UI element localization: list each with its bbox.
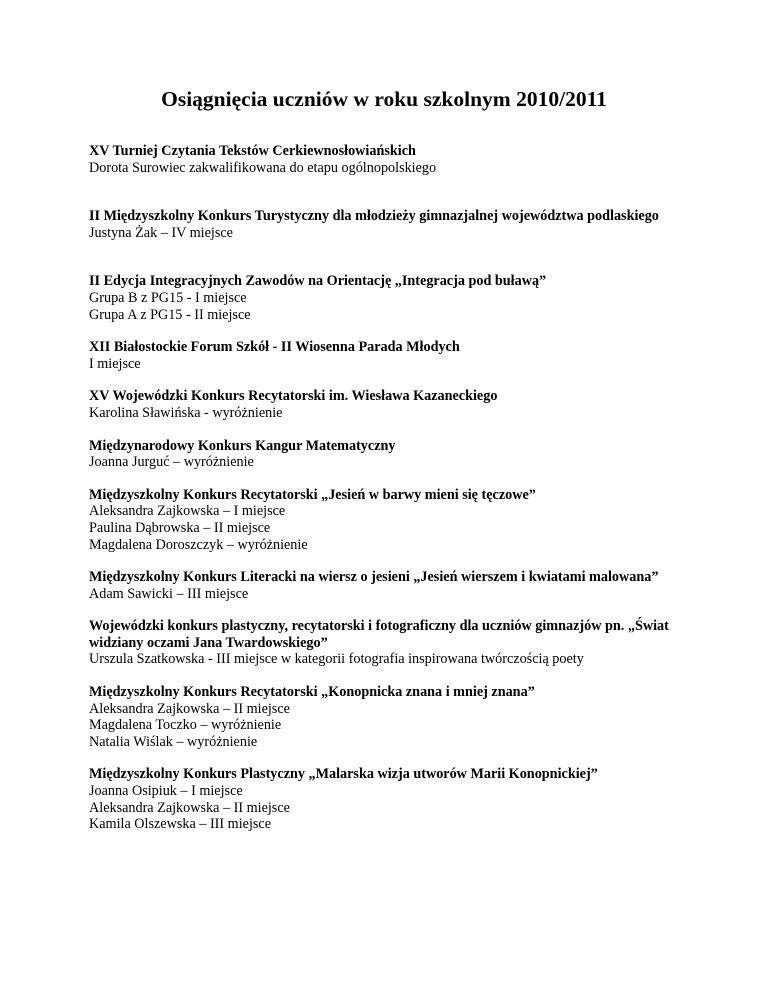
section-entry: I miejsce bbox=[89, 355, 141, 372]
section-heading: Wojewódzki konkurs plastyczny, recytatorski i fotograficzny dla uczniów gimnazjów pn. „Świat widziany oczami Jana Twardowskiego” bbox=[89, 618, 669, 651]
achievement-section bbox=[89, 766, 689, 832]
section-heading: Międzyszkolny Konkurs Plastyczny „Malarska wizja utworów Marii Konopnickiej” bbox=[89, 766, 598, 783]
achievement-section bbox=[89, 487, 689, 553]
section-entry: Joanna Jurguć – wyróżnienie bbox=[89, 454, 254, 471]
section-heading: XII Białostockie Forum Szkół - II Wiosenna Parada Młodych bbox=[89, 339, 460, 356]
section-entry: Magdalena Toczko – wyróżnienie bbox=[89, 717, 282, 734]
achievement-section bbox=[89, 339, 689, 372]
section-heading: XV Turniej Czytania Tekstów Cerkiewnosłowiańskich bbox=[89, 143, 416, 159]
section-entry: Natalia Wiślak – wyróżnienie bbox=[89, 733, 258, 750]
section-entry: Urszula Szatkowska - III miejsce w kategorii fotografia inspirowana twórczością poety bbox=[89, 651, 584, 668]
achievement-section bbox=[89, 618, 689, 668]
section-entry: Justyna Żak – IV miejsce bbox=[89, 224, 233, 241]
section-entry: Karolina Sławińska - wyróżnienie bbox=[89, 404, 283, 421]
section-entry: Grupa A z PG15 - II miejsce bbox=[89, 306, 251, 323]
section-entry: Adam Sawicki – III miejsce bbox=[89, 585, 249, 602]
achievement-section bbox=[89, 273, 689, 323]
achievement-section bbox=[89, 208, 689, 241]
section-entry: Dorota Surowiec zakwalifikowana do etapu ogólnopolskiego bbox=[89, 159, 437, 176]
achievement-section bbox=[89, 569, 689, 602]
achievement-section bbox=[89, 438, 689, 471]
section-entry: Magdalena Doroszczyk – wyróżnienie bbox=[89, 536, 308, 553]
section-entry: Grupa B z PG15 - I miejsce bbox=[89, 289, 247, 306]
section-entry: Aleksandra Zajkowska – II miejsce bbox=[89, 700, 290, 717]
achievements-list bbox=[89, 143, 689, 833]
section-heading: II Edycja Integracyjnych Zawodów na Orientację „Integracja pod buławą” bbox=[89, 273, 547, 290]
achievement-section bbox=[89, 143, 689, 176]
section-entry: Joanna Osipiuk – I miejsce bbox=[89, 783, 243, 800]
section-heading: Międzyszkolny Konkurs Literacki na wiersz o jesieni „Jesień wierszem i kwiatami malowana” bbox=[89, 569, 659, 586]
section-entry: Aleksandra Zajkowska – I miejsce bbox=[89, 503, 286, 520]
achievement-section bbox=[89, 684, 689, 750]
achievement-section bbox=[89, 388, 689, 421]
section-heading: II Międzyszkolny Konkurs Turystyczny dla młodzieży gimnazjalnej województwa podlaskiego bbox=[89, 208, 659, 225]
section-entry: Paulina Dąbrowska – II miejsce bbox=[89, 519, 271, 536]
section-heading: XV Wojewódzki Konkurs Recytatorski im. Wiesława Kazaneckiego bbox=[89, 388, 498, 405]
section-heading: Międzyszkolny Konkurs Recytatorski „Jesień w barwy mieni się tęczowe” bbox=[89, 486, 536, 503]
section-heading: Międzyszkolny Konkurs Recytatorski „Konopnicka znana i mniej znana” bbox=[89, 684, 535, 701]
section-entry: Kamila Olszewska – III miejsce bbox=[89, 816, 272, 833]
section-entry: Aleksandra Zajkowska – II miejsce bbox=[89, 799, 290, 816]
page-title: Osiągnięcia uczniów w roku szkolnym 2010/2011 bbox=[161, 87, 607, 111]
section-heading: Międzynarodowy Konkurs Kangur Matematyczny bbox=[89, 437, 396, 454]
